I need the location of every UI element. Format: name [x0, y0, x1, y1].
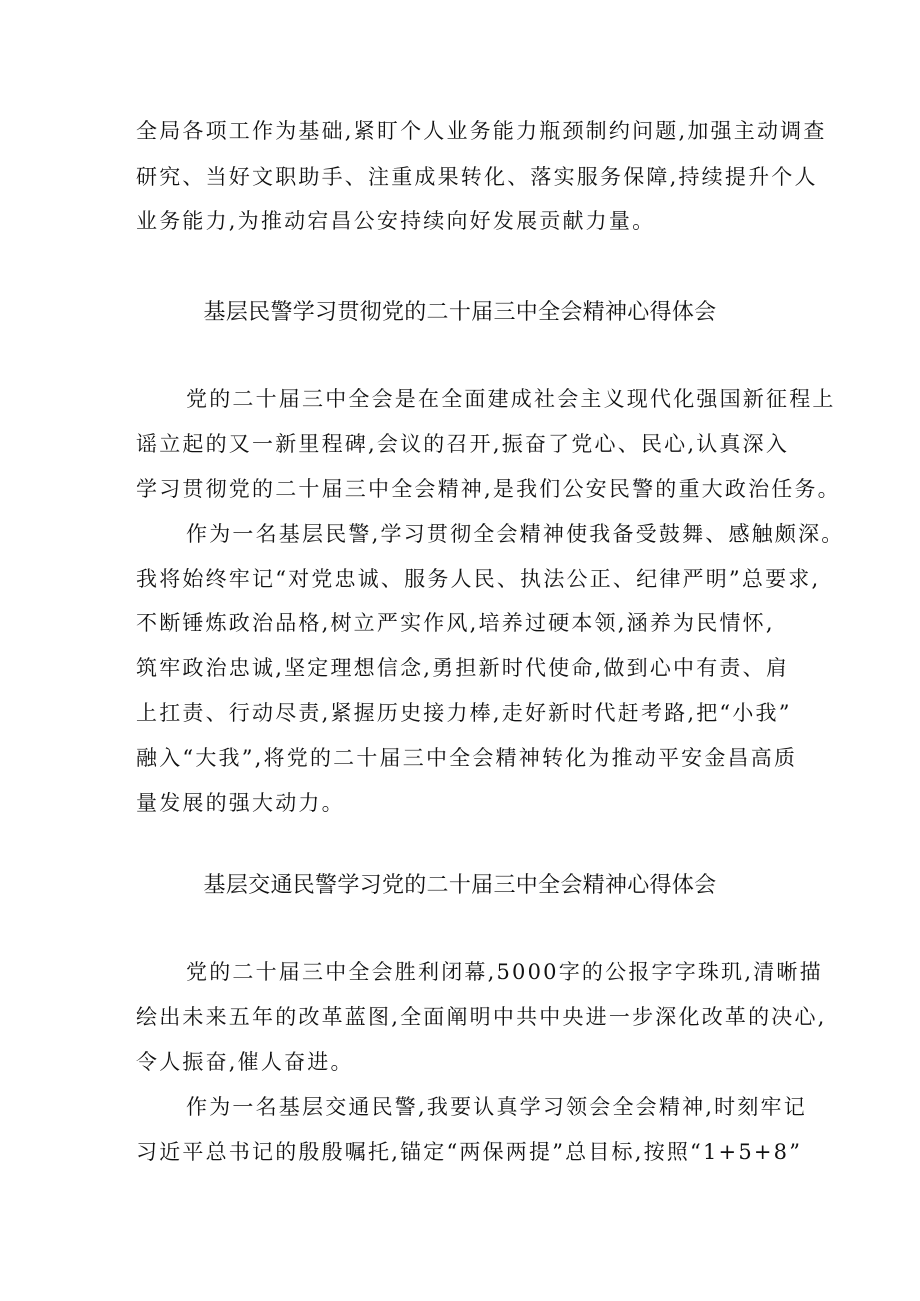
body-text-line: 谣立起的又一新里程碑,会议的召开,振奋了党心、民心,认真深入: [136, 432, 790, 456]
body-text-line: 融入“大我”,将党的二十届三中全会精神转化为推动平安金昌高质: [136, 746, 798, 770]
section-title: 基层民警学习贯彻党的二十届三中全会精神心得体会: [203, 300, 717, 325]
body-text-line: 研究、当好文职助手、注重成果转化、落实服务保障,持续提升个人: [136, 165, 818, 189]
body-text-line: 业务能力,为推动宕昌公安持续向好发展贡献力量。: [136, 209, 656, 233]
body-text-line: 习近平总书记的殷殷嘱托,锚定“两保两提”总目标,按照“1+5+8”: [136, 1140, 803, 1164]
body-text-line: 党的二十届三中全会是在全面建成社会主义现代化强国新征程上: [186, 387, 836, 411]
body-text-line: 不断锤炼政治品格,树立严实作风,培养过硬本领,涵养为民情怀,: [136, 611, 775, 635]
body-text-line: 上扛责、行动尽责,紧握历史接力棒,走好新时代赶考路,把“小我”: [136, 701, 792, 725]
body-text-line: 学习贯彻党的二十届三中全会精神,是我们公安民警的重大政治任务。: [136, 477, 841, 501]
body-text-line: 绘出未来五年的改革蓝图,全面阐明中共中央进一步深化改革的决心,: [136, 1005, 827, 1029]
body-text-line: 党的二十届三中全会胜利闭幕,5000字的公报字字珠玑,清晰描: [186, 960, 823, 984]
body-text-line: 我将始终牢记“对党忠诚、服务人民、执法公正、纪律严明”总要求,: [136, 567, 821, 591]
body-text-line: 令人振奋,催人奋进。: [136, 1050, 354, 1074]
body-text-line: 作为一名基层民警,学习贯彻全会精神使我备受鼓舞、感触颇深。: [186, 522, 845, 546]
section-title: 基层交通民警学习党的二十届三中全会精神心得体会: [203, 873, 717, 898]
body-text-line: 量发展的强大动力。: [136, 791, 345, 815]
body-text-line: 全局各项工作为基础,紧盯个人业务能力瓶颈制约问题,加强主动调查: [136, 119, 827, 143]
body-text-line: 筑牢政治忠诚,坚定理想信念,勇担新时代使命,做到心中有责、肩: [136, 656, 790, 680]
body-text-line: 作为一名基层交通民警,我要认真学习领会全会精神,时刻牢记: [186, 1095, 807, 1119]
